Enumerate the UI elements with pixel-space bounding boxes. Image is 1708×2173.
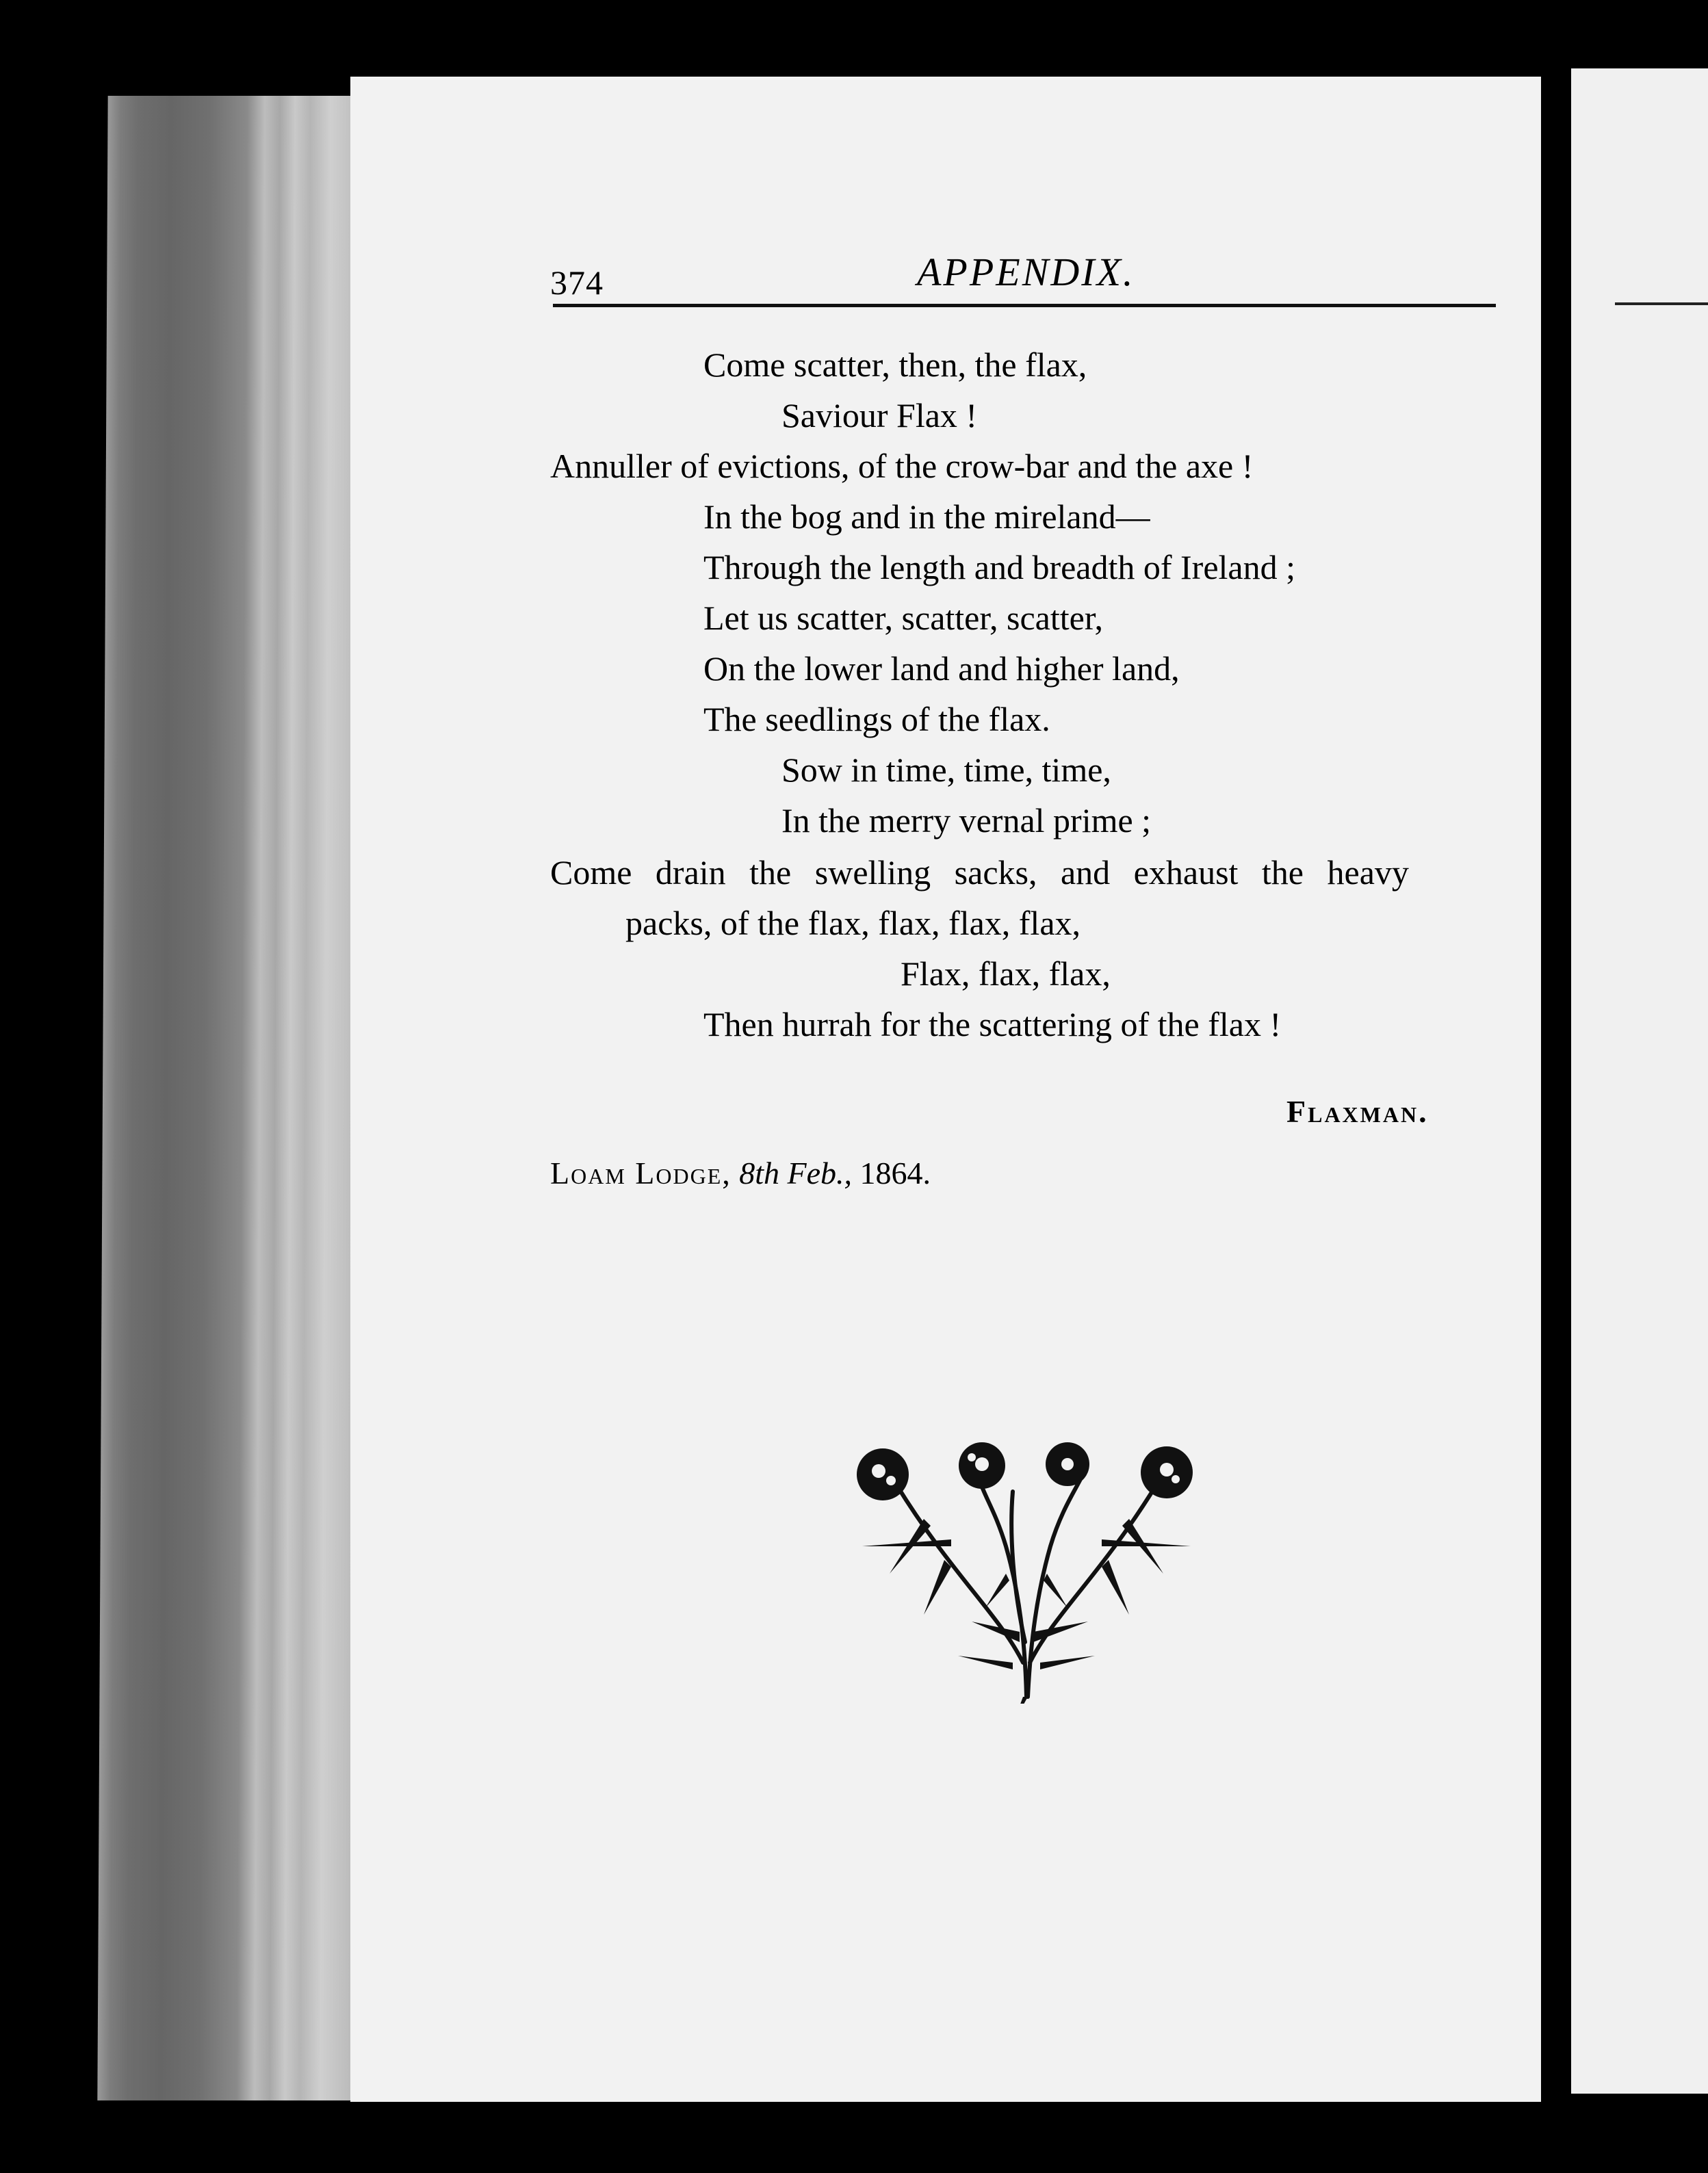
page-number: 374 — [550, 263, 604, 302]
poem-line: packs, of the flax, flax, flax, flax, — [625, 904, 1081, 942]
flax-flower-ornament-icon — [849, 1437, 1204, 1704]
facing-page-edge — [1571, 68, 1708, 2094]
poem-line: The seedlings of the flax. — [703, 700, 1050, 738]
book-gutter — [97, 96, 361, 2100]
poem-line: Annuller of evictions, of the crow-bar and the axe ! — [550, 447, 1254, 485]
dateline-year: 1864. — [859, 1156, 931, 1190]
dateline — [550, 1155, 931, 1191]
poem-line: Come drain the swelling sacks, and exhaust the heavy — [550, 853, 1409, 892]
poem-line: Come scatter, then, the flax, — [703, 346, 1087, 384]
poem-line: Through the length and breadth of Ireland ; — [703, 548, 1295, 586]
running-head — [550, 249, 1494, 304]
facing-page-rule — [1615, 302, 1708, 305]
poem-line: Sow in time, time, time, — [781, 751, 1111, 789]
dateline-place: Loam Lodge, — [550, 1156, 732, 1190]
running-title: APPENDIX. — [917, 250, 1135, 294]
poem-line: Let us scatter, scatter, scatter, — [703, 599, 1103, 637]
poem-line: Then hurrah for the scattering of the flax ! — [703, 1005, 1282, 1043]
poem-line: Saviour Flax ! — [781, 396, 978, 434]
poem-line: On the lower land and higher land, — [703, 649, 1180, 688]
poem-line: In the bog and in the mireland— — [703, 497, 1150, 536]
header-rule — [553, 304, 1496, 307]
dateline-day: 8th Feb., — [739, 1156, 853, 1190]
poem-line: Flax, flax, flax, — [901, 954, 1111, 993]
poem-line: In the merry vernal prime ; — [781, 801, 1152, 840]
signature: Flaxman. — [1286, 1094, 1429, 1129]
